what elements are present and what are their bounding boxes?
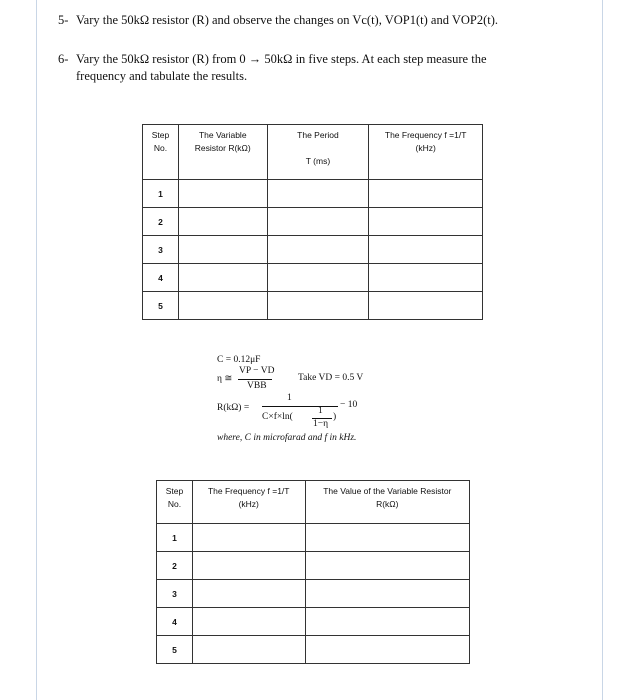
r-inner-denominator: 1−η xyxy=(313,419,329,429)
step-number: 5 xyxy=(157,636,193,664)
table2-header-resistor-value: The Value of the Variable Resistor R(kΩ) xyxy=(305,481,469,524)
eta-lhs: η ≅ xyxy=(217,374,233,384)
table-cell xyxy=(369,180,483,208)
step-number: 1 xyxy=(143,180,179,208)
instruction-5-number: 5- xyxy=(58,13,69,27)
table1-header-step: Step No. xyxy=(143,125,179,180)
instruction-5 xyxy=(58,12,498,29)
table-cell xyxy=(267,208,369,236)
table-row xyxy=(157,608,470,636)
r-rhs: − 10 xyxy=(340,400,358,410)
step-number: 2 xyxy=(157,552,193,580)
units-note: where, C in microfarad and f in kHz. xyxy=(217,433,357,443)
r-numerator: 1 xyxy=(287,393,292,403)
r-lhs: R(kΩ) = xyxy=(217,403,250,413)
table-cell xyxy=(267,292,369,320)
table-row xyxy=(157,524,470,552)
table-cell xyxy=(192,608,305,636)
table-cell xyxy=(369,236,483,264)
r-denominator-suffix: ) xyxy=(333,412,337,422)
table-row xyxy=(143,208,483,236)
step-number: 1 xyxy=(157,524,193,552)
capacitance-line: C = 0.12μF xyxy=(217,355,261,365)
eta-denominator: VBB xyxy=(247,381,267,391)
step-number: 2 xyxy=(143,208,179,236)
table-cell xyxy=(369,264,483,292)
table-cell xyxy=(369,292,483,320)
table-cell xyxy=(178,236,267,264)
r-fraction-bar xyxy=(262,406,338,407)
step-number: 5 xyxy=(143,292,179,320)
table-row xyxy=(143,236,483,264)
table-cell xyxy=(305,524,469,552)
table-cell xyxy=(305,636,469,664)
instruction-6-line2: frequency and tabulate the results. xyxy=(76,69,248,83)
table-row xyxy=(157,552,470,580)
table2-header-step: Step No. xyxy=(157,481,193,524)
instruction-6 xyxy=(58,51,487,85)
table-row xyxy=(143,180,483,208)
step-number: 4 xyxy=(157,608,193,636)
instruction-6-number: 6- xyxy=(58,52,69,66)
eta-numerator: VP − VD xyxy=(239,366,275,376)
table-cell xyxy=(192,524,305,552)
r-denominator-prefix: C×f×ln( xyxy=(262,412,293,422)
table-cell xyxy=(267,264,369,292)
instruction-5-text: Vary the 50kΩ resistor (R) and observe the changes on Vc(t), VOP1(t) and VOP2(t). xyxy=(76,13,499,27)
table-cell xyxy=(192,636,305,664)
step-number: 4 xyxy=(143,264,179,292)
table1-header-frequency: The Frequency f =1/T (kHz) xyxy=(369,125,483,180)
table-cell xyxy=(178,264,267,292)
table-cell xyxy=(178,208,267,236)
table-cell xyxy=(305,580,469,608)
table-cell xyxy=(305,608,469,636)
table2-header-row xyxy=(157,481,470,524)
table-cell xyxy=(178,292,267,320)
table-row xyxy=(143,264,483,292)
r-inner-numerator: 1 xyxy=(318,406,323,416)
table1-header-resistor: The Variable Resistor R(kΩ) xyxy=(178,125,267,180)
table-cell xyxy=(305,552,469,580)
table-cell xyxy=(267,236,369,264)
table2-header-frequency: The Frequency f =1/T (kHz) xyxy=(192,481,305,524)
table-cell xyxy=(369,208,483,236)
results-table-1 xyxy=(142,124,483,320)
table-cell xyxy=(178,180,267,208)
take-vd-note: Take VD = 0.5 V xyxy=(298,373,364,383)
table-cell xyxy=(192,552,305,580)
table1-header-row xyxy=(143,125,483,180)
table-cell xyxy=(192,580,305,608)
step-number: 3 xyxy=(157,580,193,608)
instruction-6-line1: Vary the 50kΩ resistor (R) from 0 → 50kΩ in five steps. At each step measure the xyxy=(76,52,487,66)
table-row xyxy=(157,580,470,608)
table-row xyxy=(157,636,470,664)
results-table-2 xyxy=(156,480,470,664)
table-cell xyxy=(267,180,369,208)
table1-header-period: The Period T (ms) xyxy=(267,125,369,180)
step-number: 3 xyxy=(143,236,179,264)
table-row xyxy=(143,292,483,320)
eta-fraction-bar xyxy=(238,379,272,380)
